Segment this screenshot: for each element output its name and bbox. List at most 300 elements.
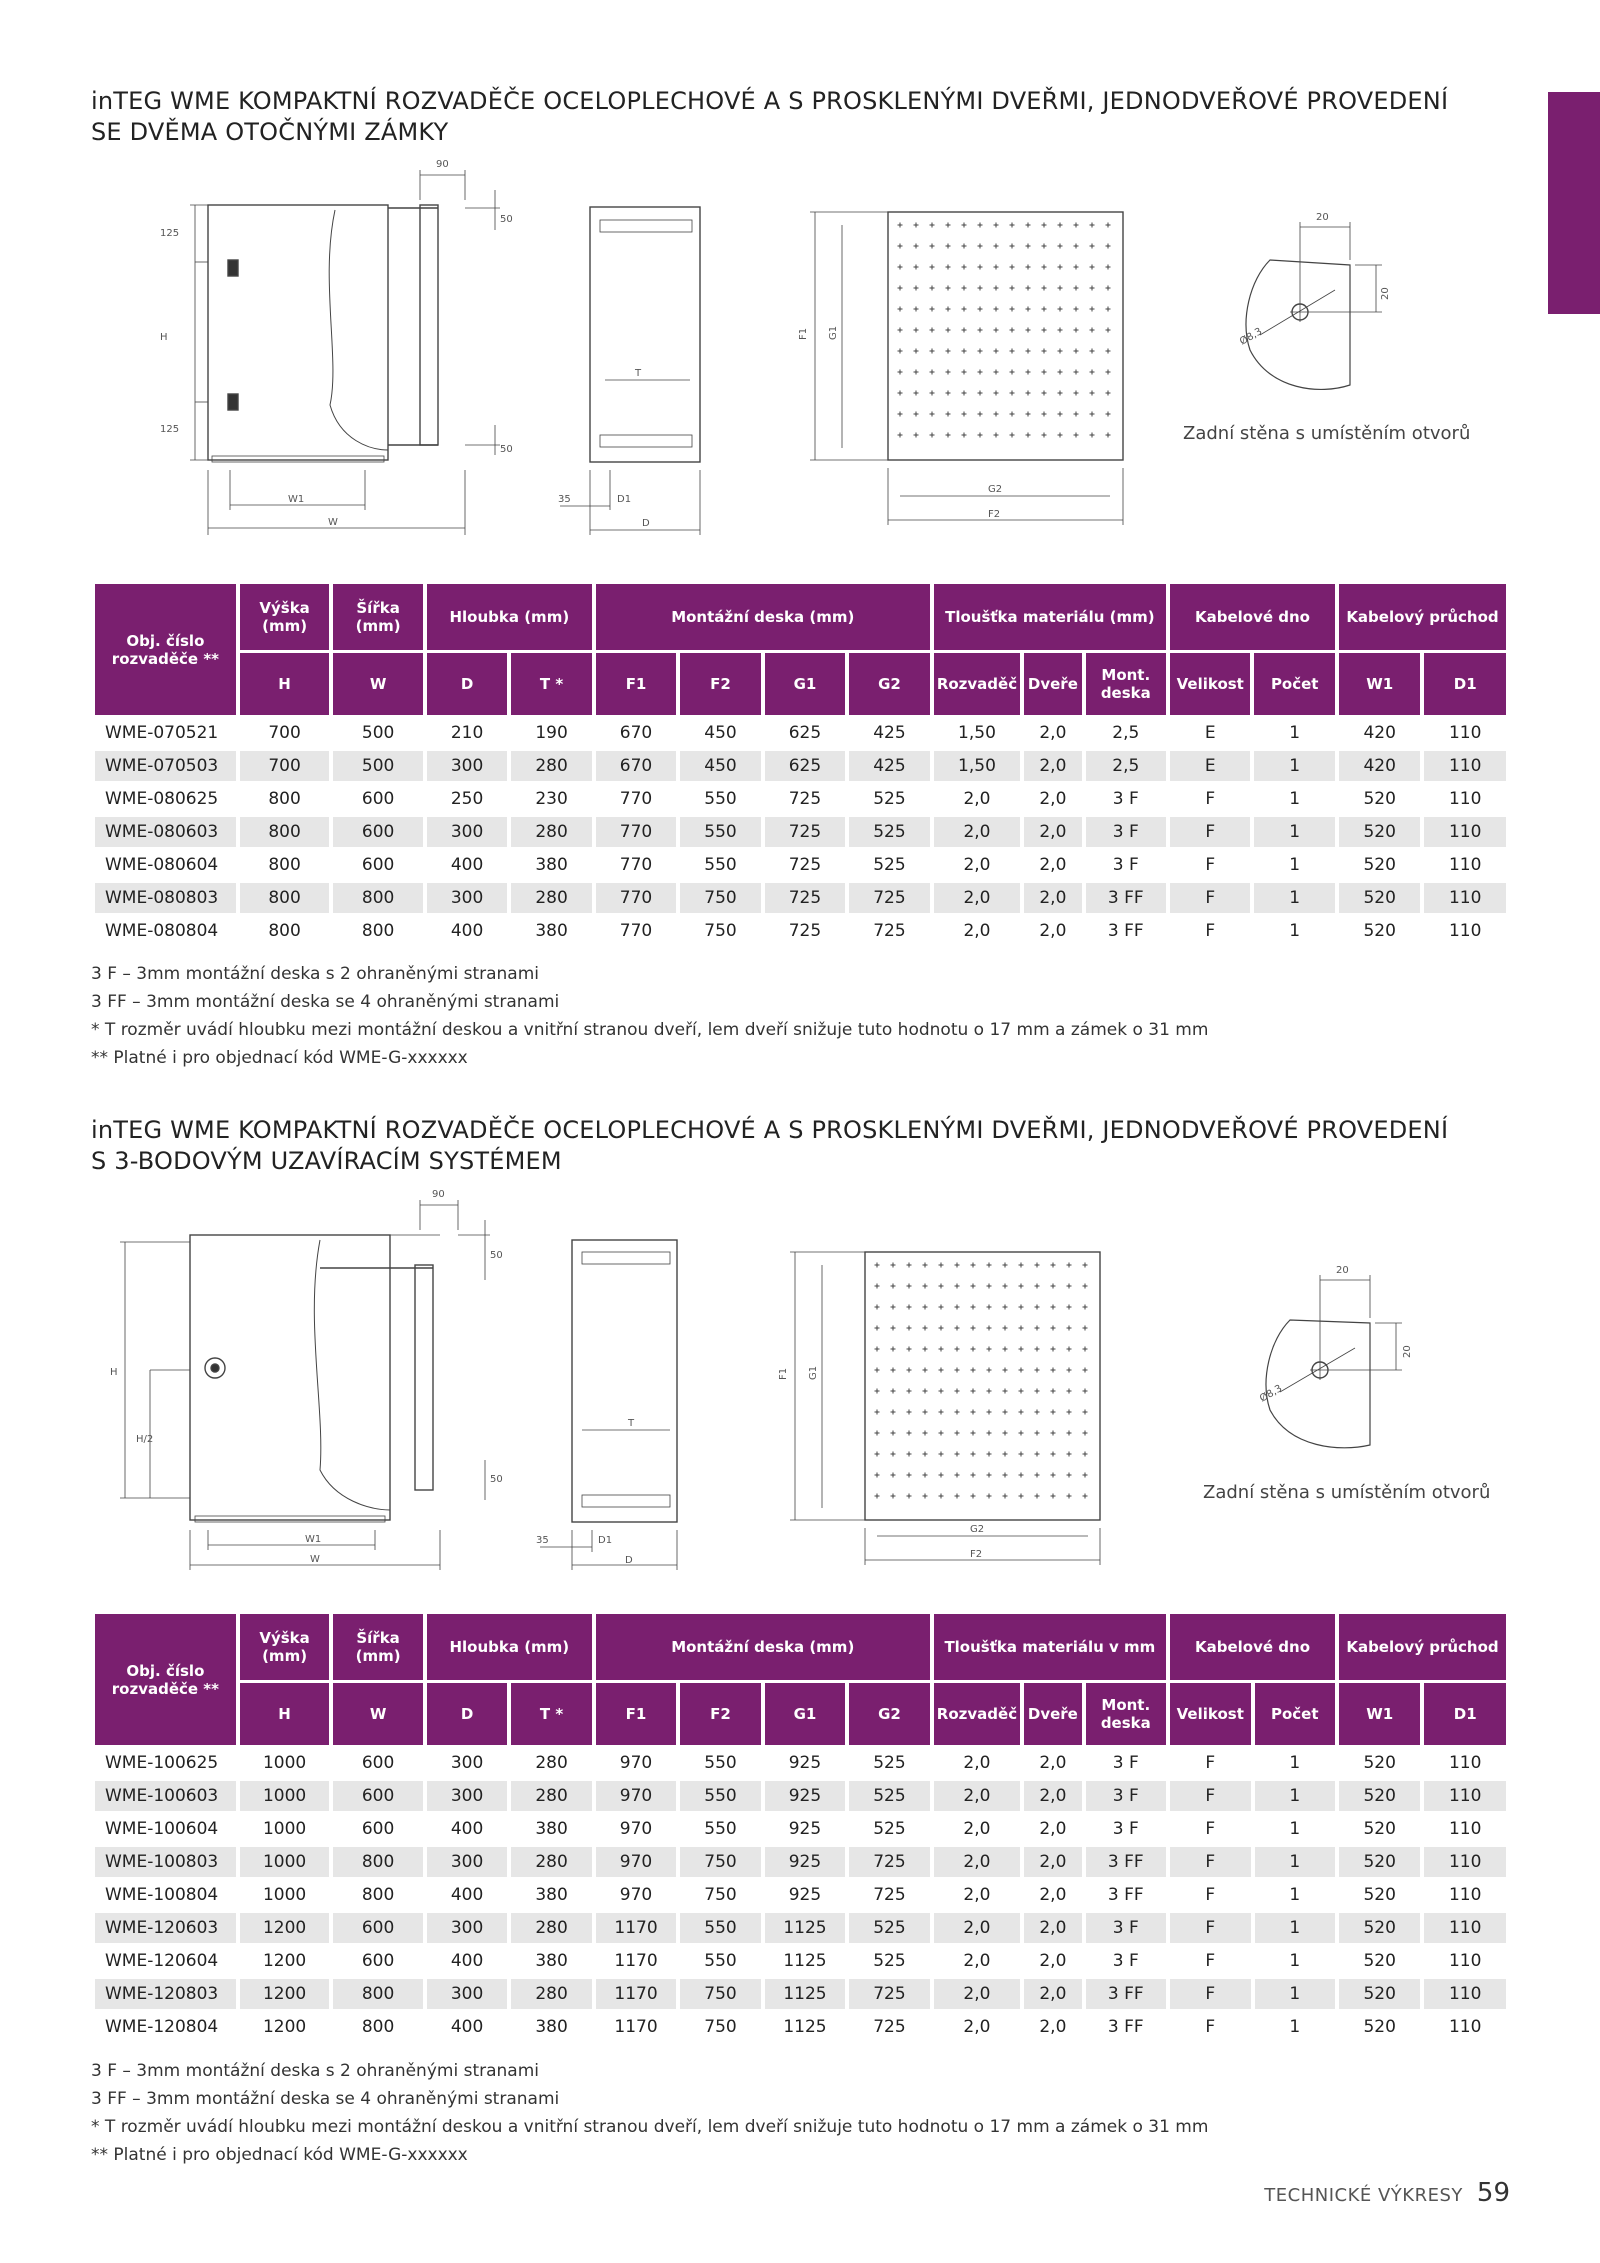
page-number: 59 [1476,2178,1510,2208]
table-cell: 520 [1339,1781,1420,1811]
dim-g2: G2 [988,484,1003,495]
table-row [95,1979,1506,2009]
plate-hole-mark [1090,244,1095,249]
detail-dim-20-v: 20 [1380,287,1391,300]
table-cell: 525 [849,1748,930,1778]
plate-hole-mark [1106,391,1111,396]
table-cell: 2,0 [934,784,1021,814]
plate-hole-mark [955,1494,960,1499]
table-cell: 1125 [765,2012,845,2042]
plate-hole-mark [978,307,983,312]
cell-object-code: WME-080803 [95,883,236,913]
plate-hole-mark [907,1452,912,1457]
table-cell: 280 [511,1781,591,1811]
plate-hole-mark [875,1284,880,1289]
table-cell: 1 [1255,1847,1335,1877]
plate-hole-mark [946,412,951,417]
plate-hole-mark [1019,1326,1024,1331]
plate-hole-mark [1010,244,1015,249]
dim-d: D [642,518,650,529]
plate-hole-mark [914,433,919,438]
table-cell: 1 [1254,916,1334,946]
header-object-code: Obj. číslo rozvaděče ** [95,1614,236,1745]
table-cell: 2,0 [934,1946,1021,1976]
table-cell: 400 [427,850,507,880]
plate-hole-mark [1042,307,1047,312]
table-cell: 800 [333,1847,423,1877]
plate-hole-mark [1058,286,1063,291]
plate-hole-mark [1051,1263,1056,1268]
table-cell: 300 [427,1748,507,1778]
plate-hole-mark [875,1431,880,1436]
table-cell: 1,50 [934,718,1021,748]
table-cell: 2,0 [934,2012,1021,2042]
subheader-cell: Mont. deska [1086,653,1166,715]
table-cell: 725 [849,1979,930,2009]
header-height: Výška (mm) [240,1614,330,1680]
plate-hole-mark [1058,370,1063,375]
plate-hole-mark [1067,1452,1072,1457]
table-cell: 1200 [240,1946,330,1976]
table-cell: 800 [333,2012,423,2042]
cell-object-code: WME-100803 [95,1847,236,1877]
table-cell: 925 [765,1781,845,1811]
plate-hole-mark [1074,412,1079,417]
plate-hole-mark [1003,1347,1008,1352]
plate-hole-mark [1058,328,1063,333]
plate-hole-mark [1090,433,1095,438]
plate-hole-mark [1010,433,1015,438]
detail-caption: Zadní stěna s umístěním otvorů [1203,1482,1491,1503]
plate-hole-mark [923,1347,928,1352]
plate-hole-mark [1106,328,1111,333]
plate-hole-mark [891,1368,896,1373]
plate-hole-mark [907,1326,912,1331]
plate-hole-mark [923,1305,928,1310]
plate-hole-mark [914,244,919,249]
table-cell: 725 [849,883,930,913]
cell-object-code: WME-080625 [95,784,236,814]
subheader-cell: Velikost [1170,653,1250,715]
dim-d: D [625,1555,633,1566]
plate-hole-mark [1083,1284,1088,1289]
plate-hole-mark [914,286,919,291]
table-cell: 110 [1424,1946,1506,1976]
plate-hole-mark [994,391,999,396]
plate-hole-mark [946,244,951,249]
plate-hole-mark [1026,370,1031,375]
dim-90: 90 [436,159,449,170]
subheader-cell: T * [511,1683,591,1745]
table-cell: 1000 [240,1814,330,1844]
table-cell: 970 [596,1781,676,1811]
table-cell: 110 [1424,883,1506,913]
table-cell: 800 [240,916,330,946]
subheader-cell: G1 [765,1683,845,1745]
plate-hole-mark [1026,349,1031,354]
plate-hole-mark [987,1389,992,1394]
table-cell: 450 [680,718,760,748]
table-cell: 725 [765,850,845,880]
plate-hole-mark [923,1452,928,1457]
plate-hole-mark [907,1368,912,1373]
table-cell: 770 [596,916,676,946]
table-cell: 425 [849,751,930,781]
hole-detail-view [1203,1265,1490,1503]
plate-hole-mark [1074,286,1079,291]
plate-hole-mark [930,286,935,291]
table-cell: 280 [511,1979,591,2009]
plate-hole-mark [978,412,983,417]
table-cell: 3 F [1086,784,1166,814]
hole-detail-view [1183,212,1470,444]
table-cell: 520 [1339,784,1420,814]
plate-hole-mark [1090,349,1095,354]
plate-hole-mark [1003,1410,1008,1415]
plate-hole-mark [891,1431,896,1436]
table-cell: 520 [1339,1946,1420,1976]
section-1-title [91,86,1448,148]
table-cell: 425 [849,718,930,748]
table-cell: 625 [765,751,845,781]
plate-hole-mark [1090,223,1095,228]
plate-hole-mark [923,1368,928,1373]
section-2-spec-table [91,1611,1510,2045]
plate-hole-mark [1083,1368,1088,1373]
dim-f2: F2 [970,1549,983,1560]
dim-w: W [310,1554,320,1565]
table-cell: 550 [680,1946,760,1976]
table-cell: 725 [849,1847,930,1877]
table-cell: 600 [333,1913,423,1943]
table-cell: 1 [1255,1880,1335,1910]
plate-hole-mark [1067,1347,1072,1352]
cell-object-code: WME-120604 [95,1946,236,1976]
table-cell: 2,0 [1024,718,1081,748]
table-cell: 770 [596,883,676,913]
front-view [110,1189,503,1570]
plate-hole-mark [1035,1326,1040,1331]
subheader-cell: F2 [680,1683,760,1745]
table-cell: 500 [333,751,423,781]
table-cell: 2,0 [934,1847,1021,1877]
plate-hole-mark [994,349,999,354]
plate-hole-mark [994,286,999,291]
table-row [95,817,1506,847]
cell-object-code: WME-120804 [95,2012,236,2042]
plate-hole-mark [971,1410,976,1415]
plate-hole-mark [939,1431,944,1436]
plate-hole-mark [1010,265,1015,270]
plate-hole-mark [946,286,951,291]
table-cell: 2,0 [1024,1748,1081,1778]
plate-hole-mark [930,391,935,396]
table-cell: 925 [765,1847,845,1877]
table-cell: 520 [1339,883,1420,913]
plate-hole-mark [898,265,903,270]
plate-hole-mark [955,1284,960,1289]
table-cell: 110 [1424,817,1506,847]
section-2-title-line1: inTEG WME KOMPAKTNÍ ROZVADĚČE OCELOPLECHOVÉ A S PROSKLENÝMI DVEŘMI, JEDNODVEŘOVÉ PROVEDENÍ [91,1116,1449,1144]
plate-hole-mark [1042,412,1047,417]
plate-hole-mark [1026,307,1031,312]
plate-hole-mark [1026,286,1031,291]
table-cell: 750 [680,1847,760,1877]
header-material-thickness: Tloušťka materiálu (mm) [934,584,1166,650]
plate-hole-mark [1058,265,1063,270]
table-cell: 1 [1255,2012,1335,2042]
plate-hole-mark [875,1326,880,1331]
plate-hole-mark [907,1494,912,1499]
plate-hole-mark [1003,1452,1008,1457]
table-cell: 190 [511,718,591,748]
plate-hole-mark [1106,244,1111,249]
table-cell: 725 [849,2012,930,2042]
subheader-cell: G2 [849,1683,930,1745]
plate-hole-mark [1083,1410,1088,1415]
table-cell: 110 [1424,784,1506,814]
table-cell: 800 [240,784,330,814]
plate-hole-mark [1026,328,1031,333]
plate-hole-mark [978,391,983,396]
table-cell: 970 [596,1847,676,1877]
table-cell: 725 [849,916,930,946]
table-cell: 550 [680,1913,760,1943]
plate-hole-mark [1035,1368,1040,1373]
plate-hole-mark [1090,286,1095,291]
table-cell: 525 [849,1814,930,1844]
plate-hole-mark [962,307,967,312]
plate-hole-mark [1058,349,1063,354]
plate-hole-mark [1003,1431,1008,1436]
plate-hole-mark [1067,1431,1072,1436]
plate-hole-mark [1042,391,1047,396]
plate-hole-mark [914,412,919,417]
section-1-spec-table [91,581,1510,949]
table-cell: 800 [240,883,330,913]
plate-hole-mark [1035,1473,1040,1478]
table-row [95,1880,1506,1910]
table-cell: 3 F [1086,1781,1167,1811]
plate-hole-mark [939,1263,944,1268]
dim-g1: G1 [808,1365,819,1380]
plate-hole-mark [923,1431,928,1436]
plate-hole-mark [1042,286,1047,291]
note-3ff: 3 FF – 3mm montážní deska se 4 ohraněnými stranami [91,2089,560,2109]
plate-hole-mark [875,1368,880,1373]
cell-object-code: WME-080604 [95,850,236,880]
dim-w1: W1 [288,494,305,505]
table-cell: 3 FF [1086,916,1166,946]
plate-hole-mark [891,1389,896,1394]
table-cell: 2,0 [934,1814,1021,1844]
header-depth: Hloubka (mm) [427,1614,592,1680]
plate-hole-mark [930,370,935,375]
table-cell: 2,0 [934,1880,1021,1910]
detail-dim-20-h: 20 [1316,212,1329,223]
plate-hole-mark [1019,1431,1024,1436]
table-cell: 110 [1424,1847,1506,1877]
table-cell: 800 [240,850,330,880]
header-object-code: Obj. číslo rozvaděče ** [95,584,236,715]
table-cell: F [1170,1946,1250,1976]
subheader-cell: F1 [596,653,676,715]
plate-hole-mark [1067,1410,1072,1415]
plate-hole-mark [914,307,919,312]
dim-d1: D1 [617,494,632,505]
subheader-cell: D [427,1683,507,1745]
plate-hole-mark [930,244,935,249]
table-cell: 1125 [765,1946,845,1976]
plate-hole-mark [971,1473,976,1478]
table-cell: 1 [1254,751,1334,781]
table-cell: 300 [427,883,507,913]
plate-hole-mark [907,1263,912,1268]
table-cell: 1200 [240,1913,330,1943]
table-cell: 550 [680,1781,760,1811]
table-row [95,1781,1506,1811]
plate-hole-mark [1003,1494,1008,1499]
table-cell: 1170 [596,2012,676,2042]
plate-hole-mark [978,244,983,249]
table-cell: 3 F [1086,817,1166,847]
plate-hole-mark [1067,1263,1072,1268]
mounting-plate-view [778,1252,1100,1565]
section-1-notes [91,960,1208,1072]
table-cell: 625 [765,718,845,748]
table-cell: 3 FF [1086,883,1166,913]
dim-125-bottom: 125 [160,424,180,435]
plate-hole-mark [978,286,983,291]
plate-hole-mark [891,1305,896,1310]
table-cell: 600 [333,1748,423,1778]
plate-hole-mark [955,1305,960,1310]
subheader-cell: G1 [765,653,845,715]
plate-hole-mark [1058,412,1063,417]
table-cell: 2,0 [1024,1781,1081,1811]
detail-dim-diameter: Ø8,3 [1258,1383,1285,1405]
header-cable-pass: Kabelový průchod [1339,584,1506,650]
plate-hole-mark [875,1347,880,1352]
front-view [160,159,513,535]
subheader-cell: W1 [1339,1683,1420,1745]
dim-w: W [328,517,338,528]
table-cell: 2,5 [1086,718,1166,748]
plate-hole-mark [939,1326,944,1331]
table-cell: E [1170,718,1250,748]
table-cell: 600 [333,784,423,814]
plate-hole-mark [1074,244,1079,249]
plate-hole-mark [1058,391,1063,396]
note-order-code: ** Platné i pro objednací kód WME-G-xxxxxx [91,2145,468,2165]
plate-hole-mark [907,1284,912,1289]
table-cell: F [1170,2012,1250,2042]
table-cell: 500 [333,718,423,748]
table-cell: 2,0 [1024,1847,1081,1877]
table-cell: 3 FF [1086,1880,1167,1910]
table-cell: F [1170,784,1250,814]
plate-hole-mark [978,349,983,354]
plate-hole-mark [1106,286,1111,291]
table-cell: 2,0 [1024,817,1081,847]
plate-hole-mark [914,328,919,333]
subheader-cell: Dveře [1024,653,1081,715]
table-cell: 280 [511,1847,591,1877]
table-cell: 2,0 [1024,1880,1081,1910]
table-cell: 110 [1424,718,1506,748]
plate-hole-mark [1010,370,1015,375]
table-cell: 2,0 [934,817,1021,847]
dim-t: T [635,368,642,379]
cell-object-code: WME-100604 [95,1814,236,1844]
table-cell: 2,0 [934,1781,1021,1811]
plate-hole-mark [946,391,951,396]
plate-hole-mark [994,265,999,270]
plate-holes [898,223,1111,438]
plate-hole-mark [898,244,903,249]
table-cell: 3 F [1086,1913,1167,1943]
section-1-technical-drawing [120,150,1500,540]
table-cell: 110 [1424,1880,1506,1910]
table-cell: 520 [1339,1979,1420,2009]
plate-hole-mark [1074,265,1079,270]
table-cell: F [1170,850,1250,880]
plate-hole-mark [1010,412,1015,417]
plate-hole-mark [946,328,951,333]
table-row [95,1913,1506,1943]
table-cell: 520 [1339,1913,1420,1943]
subheader-cell: H [240,653,330,715]
table-cell: F [1170,1748,1250,1778]
dim-f1: F1 [798,327,809,340]
plate-hole-mark [962,265,967,270]
plate-hole-mark [955,1347,960,1352]
plate-hole-mark [971,1431,976,1436]
plate-hole-mark [971,1305,976,1310]
header-width: Šířka (mm) [333,1614,423,1680]
table-cell: 110 [1424,916,1506,946]
header-depth: Hloubka (mm) [427,584,592,650]
table-cell: 550 [680,817,760,847]
subheader-cell: D1 [1424,653,1506,715]
table-cell: 300 [427,1913,507,1943]
plate-hole-mark [1067,1326,1072,1331]
plate-hole-mark [1067,1305,1072,1310]
subheader-cell: D1 [1424,1683,1506,1745]
table-cell: 110 [1424,1781,1506,1811]
subheader-cell: Velikost [1170,1683,1250,1745]
table-cell: 380 [511,850,591,880]
dim-125-top: 125 [160,228,180,239]
table-cell: 400 [427,1880,507,1910]
table-cell: F [1170,1880,1250,1910]
plate-hole-mark [1074,328,1079,333]
table-cell: 520 [1339,916,1420,946]
plate-hole-mark [1051,1389,1056,1394]
plate-hole-mark [1090,328,1095,333]
plate-hole-mark [1026,265,1031,270]
table-cell: 1 [1255,1979,1335,2009]
table-cell: 600 [333,817,423,847]
table-row [95,1814,1506,1844]
dim-g1: G1 [828,325,839,340]
plate-hole-mark [1019,1263,1024,1268]
plate-hole-mark [962,349,967,354]
table-cell: 110 [1424,1814,1506,1844]
plate-hole-mark [1090,307,1095,312]
table-cell: 3 F [1086,1814,1167,1844]
cell-object-code: WME-120803 [95,1979,236,2009]
